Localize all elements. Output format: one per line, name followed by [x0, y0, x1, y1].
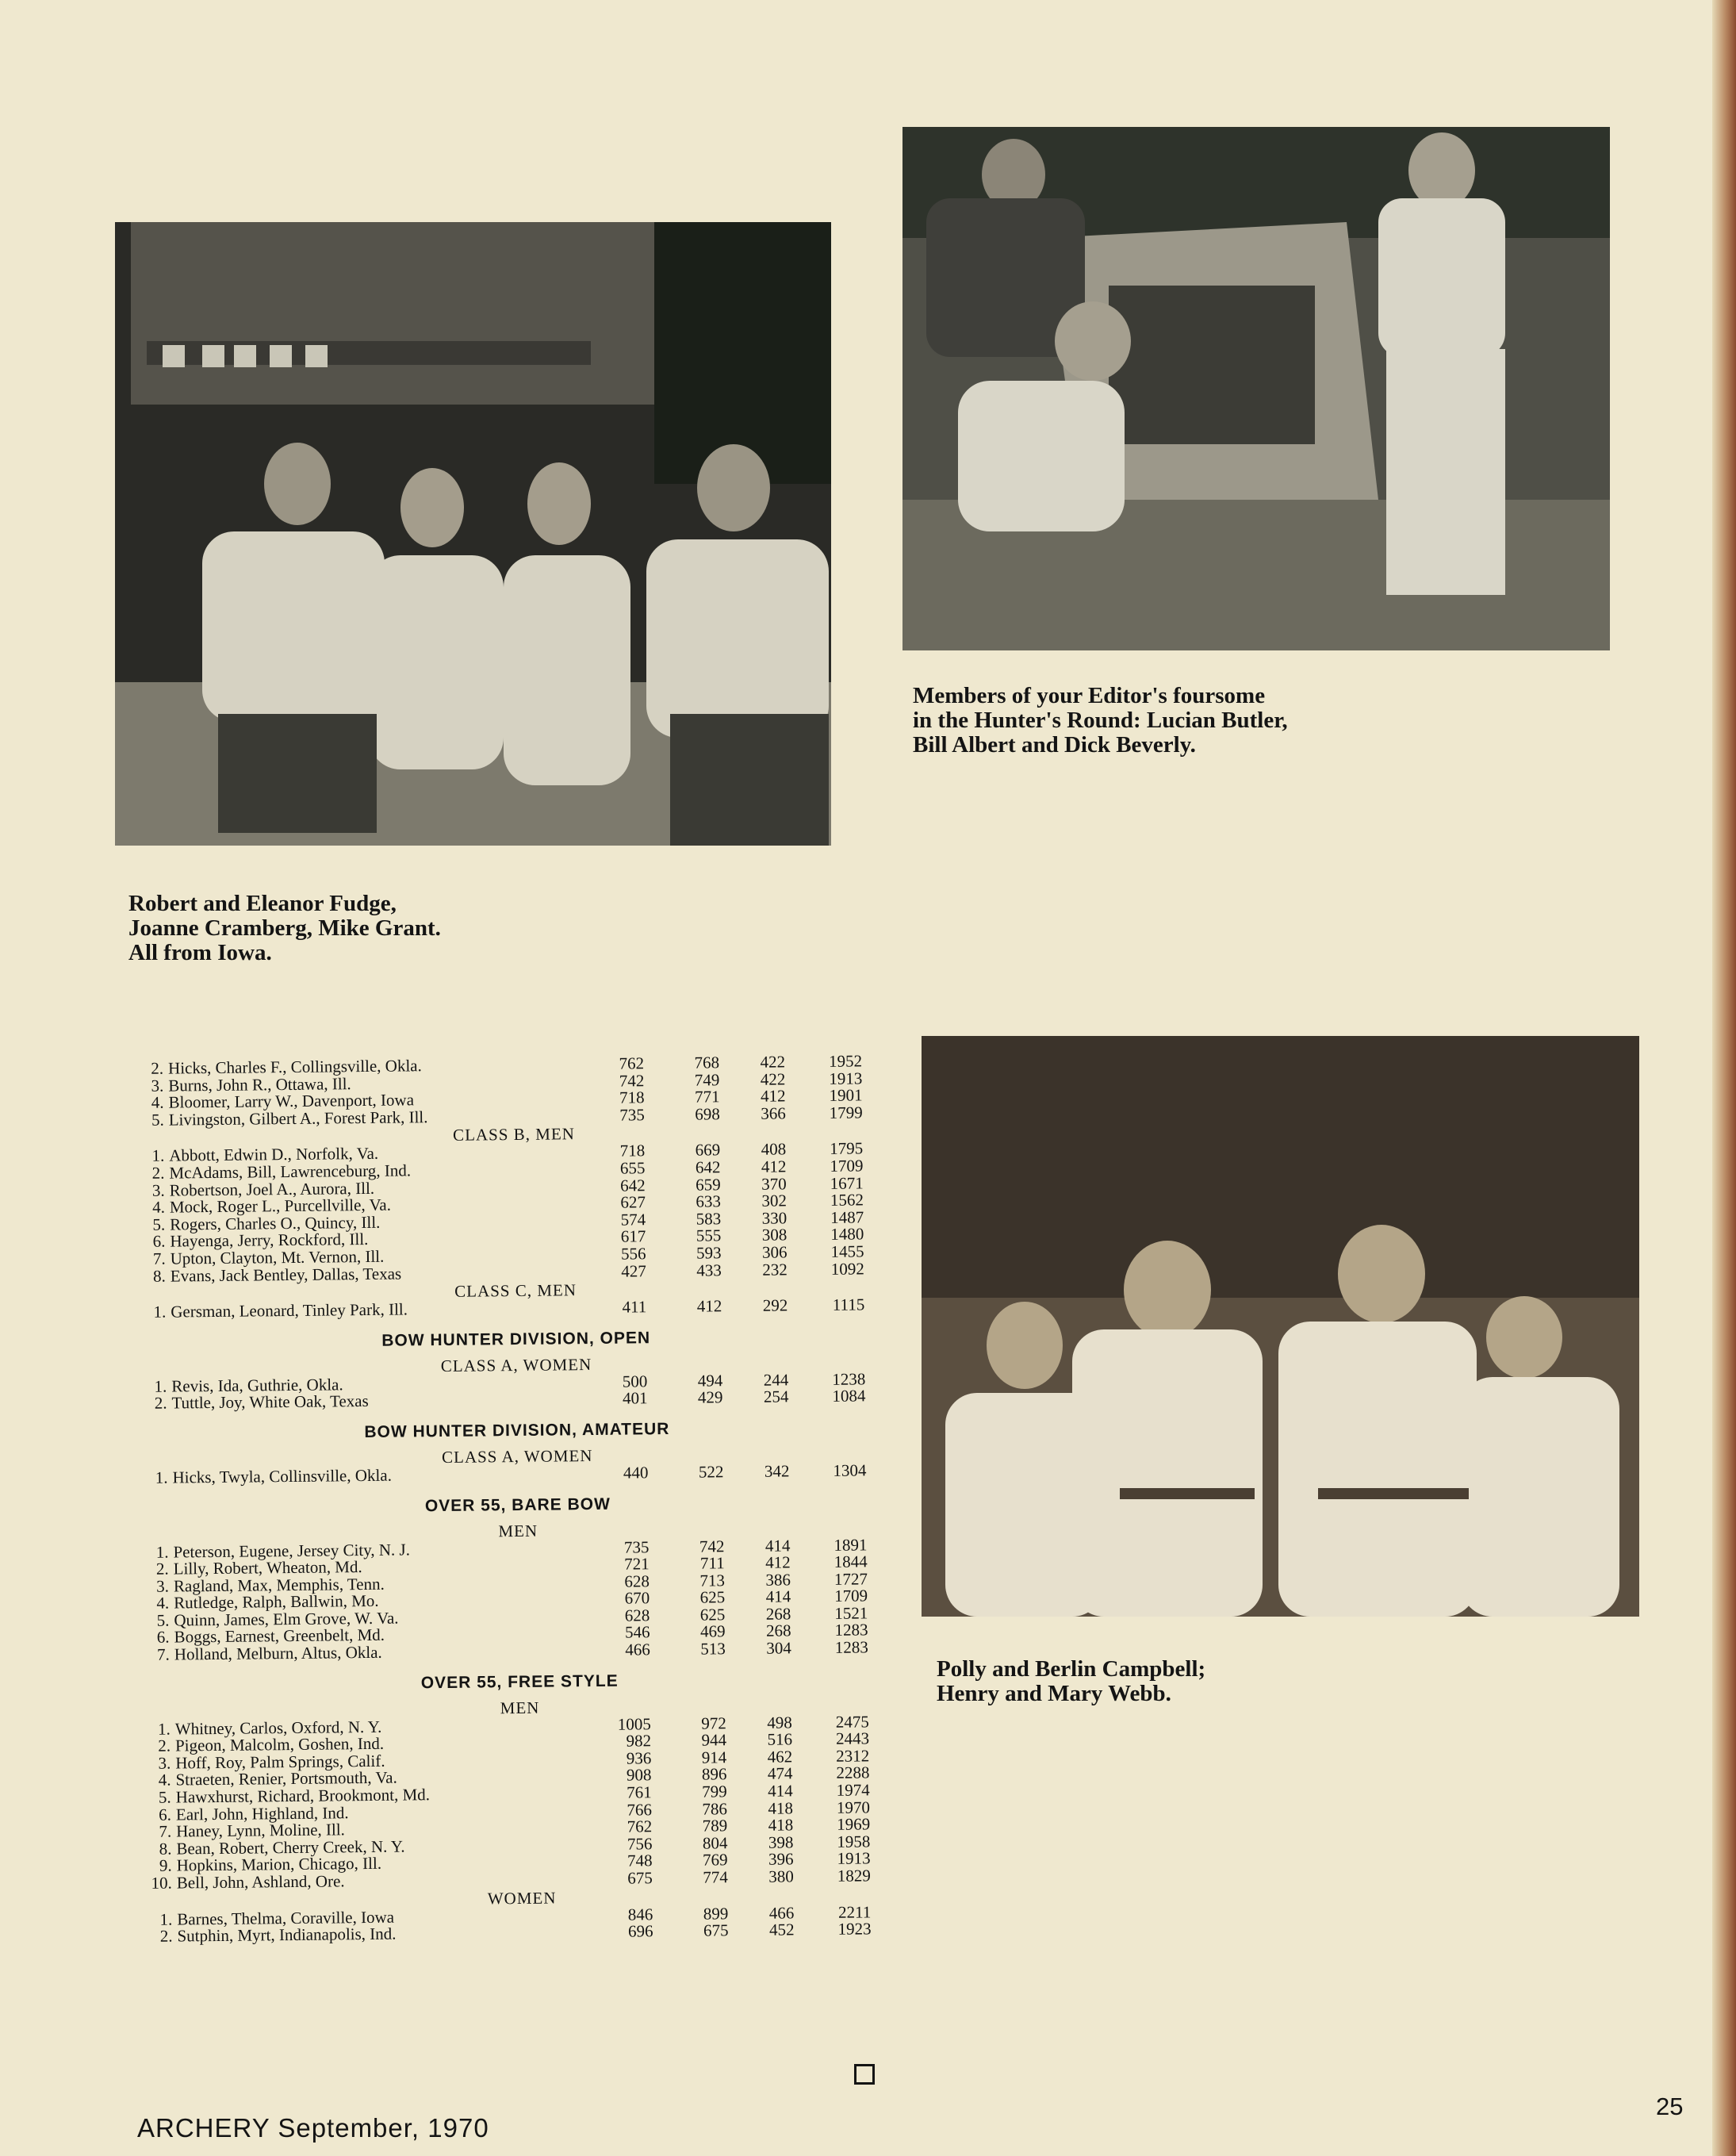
result-total: 1671	[830, 1172, 864, 1193]
result-score-3: 412	[765, 1552, 791, 1572]
result-score-2: 769	[702, 1850, 728, 1870]
result-score-1: 401	[622, 1388, 648, 1408]
caption-photo-1	[128, 892, 441, 965]
result-score-3: 254	[763, 1387, 789, 1407]
result-name: Hawxhurst, Richard, Brookmont, Md.	[175, 1785, 431, 1807]
result-score-1: 718	[619, 1088, 645, 1107]
result-score-3: 412	[761, 1157, 787, 1176]
caption-line: All from Iowa.	[128, 940, 272, 965]
result-score-1: 675	[627, 1868, 653, 1888]
results-table	[136, 1053, 899, 1946]
result-score-3: 292	[762, 1295, 788, 1315]
result-score-2: 896	[701, 1764, 727, 1785]
footer-magazine-date: ARCHERY September, 1970	[137, 2113, 489, 2143]
result-total: 1923	[837, 1919, 872, 1939]
result-name: Abbott, Edwin D., Norfolk, Va.	[169, 1144, 379, 1165]
page-edge	[1712, 0, 1736, 2156]
result-score-3: 302	[761, 1191, 788, 1210]
result-total: 1952	[828, 1051, 863, 1071]
result-name: Mock, Roger L., Purcellville, Va.	[169, 1195, 392, 1217]
result-rank: 1.	[154, 1376, 167, 1396]
result-total: 1913	[837, 1848, 871, 1869]
result-name: Bean, Robert, Cherry Creek, N. Y.	[176, 1836, 405, 1859]
result-total: 2475	[835, 1712, 869, 1732]
result-score-1: 756	[627, 1834, 653, 1854]
result-score-3: 370	[761, 1173, 787, 1194]
result-score-2: 972	[701, 1713, 726, 1733]
result-name: McAdams, Bill, Lawrenceburg, Ind.	[169, 1160, 412, 1183]
result-score-1: 748	[627, 1851, 653, 1870]
result-name: Livingston, Gilbert A., Forest Park, Ill.	[168, 1107, 428, 1130]
result-rank: 3.	[151, 1180, 165, 1200]
result-score-3: 330	[761, 1208, 788, 1228]
caption-line: Polly and Berlin Campbell;	[937, 1656, 1206, 1682]
result-name: Burns, John R., Ottawa, Ill.	[168, 1073, 351, 1095]
caption-line: Robert and Eleanor Fudge,	[128, 891, 397, 916]
result-name: Pigeon, Malcolm, Goshen, Ind.	[174, 1734, 385, 1755]
result-rank: 7.	[152, 1249, 166, 1268]
result-score-3: 342	[764, 1461, 790, 1481]
result-total: 1283	[834, 1637, 868, 1657]
result-score-2: 433	[696, 1260, 722, 1280]
result-total: 1562	[830, 1190, 864, 1210]
result-score-3: 516	[767, 1729, 793, 1749]
result-score-1: 556	[620, 1244, 646, 1264]
result-name: Barnes, Thelma, Coraville, Iowa	[177, 1907, 395, 1929]
result-total: 1970	[836, 1797, 871, 1817]
result-rank: 7.	[156, 1644, 170, 1664]
result-score-2: 914	[701, 1747, 727, 1767]
result-score-3: 306	[761, 1242, 788, 1262]
result-score-3: 452	[768, 1920, 795, 1939]
result-rank: 9.	[159, 1855, 172, 1876]
result-score-3: 474	[767, 1763, 793, 1784]
division-heading: BOW HUNTER DIVISION, AMATEUR	[364, 1419, 670, 1441]
caption-photo-3	[937, 1657, 1205, 1706]
result-score-2: 593	[696, 1243, 722, 1263]
result-name: Hayenga, Jerry, Rockford, Ill.	[170, 1230, 369, 1251]
result-total: 1901	[829, 1085, 863, 1106]
result-rank: 1.	[151, 1146, 165, 1166]
result-total: 1958	[837, 1832, 871, 1851]
page-number: 25	[1656, 2093, 1684, 2120]
result-rank: 2.	[154, 1393, 167, 1414]
result-score-2: 583	[696, 1209, 722, 1229]
result-score-1: 411	[622, 1297, 647, 1317]
result-rank: 6.	[156, 1628, 170, 1648]
class-subheading: CLASS A, WOMEN	[440, 1354, 592, 1375]
division-heading: BOW HUNTER DIVISION, OPEN	[381, 1328, 651, 1350]
result-score-2: 771	[694, 1087, 720, 1107]
result-score-3: 308	[761, 1225, 788, 1245]
result-score-2: 713	[699, 1570, 726, 1590]
result-score-2: 742	[699, 1536, 725, 1556]
result-rank: 4.	[156, 1593, 170, 1613]
result-total: 1709	[830, 1156, 864, 1176]
result-score-1: 1005	[617, 1713, 651, 1734]
result-rank: 1.	[157, 1719, 171, 1739]
result-total: 1891	[834, 1534, 868, 1555]
result-score-1: 762	[619, 1053, 645, 1073]
result-total: 1913	[829, 1068, 863, 1088]
result-score-1: 628	[624, 1571, 650, 1591]
result-total: 1709	[834, 1586, 868, 1606]
result-rank: 4.	[152, 1197, 166, 1217]
class-subheading: CLASS C, MEN	[454, 1280, 577, 1301]
result-total: 1829	[837, 1866, 871, 1886]
result-score-1: 500	[622, 1371, 648, 1391]
caption-line: Henry and Mary Webb.	[937, 1681, 1171, 1706]
result-rank: 1.	[153, 1302, 167, 1322]
result-score-3: 422	[760, 1069, 786, 1089]
result-rank: 1.	[155, 1467, 168, 1487]
result-rank: 1.	[159, 1909, 173, 1929]
division-heading: OVER 55, FREE STYLE	[420, 1671, 619, 1692]
result-score-1: 617	[620, 1226, 646, 1246]
result-rank: 2.	[155, 1559, 169, 1579]
result-rank: 8.	[152, 1266, 166, 1286]
result-score-3: 380	[768, 1866, 794, 1886]
result-rank: 5.	[152, 1214, 166, 1234]
result-score-1: 440	[623, 1463, 649, 1483]
result-rank: 1.	[155, 1542, 169, 1562]
result-name: Bloomer, Larry W., Davenport, Iowa	[168, 1090, 415, 1112]
photo-campbell-webb	[922, 1036, 1639, 1617]
result-score-2: 799	[702, 1782, 727, 1801]
result-name: Holland, Melburn, Altus, Okla.	[174, 1642, 382, 1664]
result-rank: 5.	[151, 1110, 164, 1130]
result-score-1: 762	[627, 1816, 653, 1836]
result-score-1: 735	[623, 1536, 650, 1557]
result-score-2: 513	[700, 1639, 726, 1659]
result-score-1: 735	[619, 1105, 645, 1125]
result-score-1: 628	[624, 1605, 650, 1625]
result-name: Sutphin, Myrt, Indianapolis, Ind.	[177, 1924, 397, 1946]
result-name: Ragland, Max, Memphis, Tenn.	[173, 1574, 385, 1596]
result-score-2: 669	[695, 1140, 721, 1160]
result-total: 1521	[834, 1603, 868, 1623]
result-score-3: 414	[768, 1781, 793, 1801]
division-heading: OVER 55, BARE BOW	[424, 1494, 611, 1515]
result-score-1: 642	[620, 1175, 646, 1195]
result-score-1: 627	[620, 1192, 646, 1212]
result-score-1: 466	[625, 1640, 650, 1659]
result-score-2: 469	[699, 1621, 726, 1642]
result-score-2: 429	[697, 1387, 723, 1407]
result-score-3: 414	[765, 1586, 791, 1607]
result-total: 1283	[834, 1620, 868, 1640]
caption-photo-2	[913, 684, 1288, 758]
result-total: 1238	[832, 1369, 866, 1389]
result-score-2: 899	[703, 1903, 729, 1924]
result-score-2: 698	[695, 1104, 720, 1124]
result-name: Boggs, Earnest, Greenbelt, Md.	[174, 1625, 385, 1648]
result-score-2: 633	[696, 1191, 722, 1211]
result-score-2: 522	[698, 1462, 724, 1482]
result-score-2: 659	[696, 1174, 721, 1195]
result-name: Hopkins, Marion, Chicago, Ill.	[176, 1854, 382, 1875]
result-name: Hicks, Twyla, Collinsville, Okla.	[172, 1465, 392, 1487]
result-score-1: 761	[627, 1782, 652, 1802]
result-score-2: 768	[694, 1053, 720, 1072]
result-score-3: 268	[765, 1621, 791, 1641]
result-total: 1084	[832, 1386, 866, 1406]
result-rank: 6.	[159, 1805, 172, 1824]
result-name: Upton, Clayton, Mt. Vernon, Ill.	[170, 1246, 385, 1268]
result-name: Quinn, James, Elm Grove, W. Va.	[174, 1608, 399, 1630]
result-score-1: 670	[624, 1588, 650, 1608]
result-name: Rogers, Charles O., Quincy, Ill.	[170, 1212, 381, 1234]
result-name: Rutledge, Ralph, Ballwin, Mo.	[174, 1591, 379, 1613]
result-score-2: 555	[696, 1226, 722, 1245]
result-total: 1092	[830, 1258, 864, 1279]
result-rank: 4.	[158, 1770, 171, 1790]
result-name: Earl, John, Highland, Ind.	[175, 1802, 349, 1824]
result-total: 1727	[834, 1569, 868, 1589]
result-score-1: 846	[627, 1904, 653, 1924]
result-rank: 2.	[159, 1926, 173, 1946]
class-subheading: CLASS A, WOMEN	[441, 1445, 593, 1467]
result-score-1: 742	[619, 1070, 645, 1091]
result-score-2: 494	[697, 1371, 723, 1391]
result-rank: 3.	[158, 1753, 171, 1773]
result-name: Whitney, Carlos, Oxford, N. Y.	[174, 1717, 382, 1739]
result-rank: 6.	[152, 1231, 166, 1252]
result-name: Robertson, Joel A., Aurora, Ill.	[169, 1178, 375, 1200]
result-score-3: 418	[768, 1798, 794, 1818]
class-subheading: MEN	[498, 1521, 538, 1540]
result-total: 2312	[836, 1746, 870, 1766]
result-score-2: 675	[703, 1920, 729, 1940]
class-subheading: CLASS B, MEN	[452, 1124, 576, 1145]
result-name: Revis, Ida, Guthrie, Okla.	[171, 1375, 343, 1396]
result-score-2: 774	[703, 1867, 728, 1887]
result-score-2: 625	[699, 1587, 726, 1607]
result-name: Evans, Jack Bentley, Dallas, Texas	[170, 1264, 402, 1286]
result-total: 1115	[832, 1295, 865, 1314]
result-score-1: 982	[626, 1731, 652, 1751]
result-score-2: 625	[699, 1605, 726, 1625]
caption-line: Joanne Cramberg, Mike Grant.	[128, 915, 441, 941]
result-rank: 7.	[159, 1821, 172, 1841]
result-name: Haney, Lynn, Moline, Ill.	[176, 1820, 345, 1841]
result-score-3: 498	[767, 1713, 792, 1732]
class-subheading: WOMEN	[487, 1888, 557, 1909]
result-rank: 5.	[158, 1787, 171, 1807]
class-subheading: MEN	[500, 1698, 540, 1717]
result-score-3: 466	[768, 1902, 795, 1923]
result-rank: 3.	[151, 1076, 164, 1095]
result-rank: 2.	[158, 1736, 171, 1756]
result-total: 1480	[830, 1224, 864, 1245]
result-total: 1974	[836, 1780, 870, 1800]
result-total: 1969	[837, 1814, 871, 1835]
photo-fudge-cramberg-grant	[115, 222, 831, 846]
result-name: Peterson, Eugene, Jersey City, N. J.	[173, 1539, 411, 1562]
caption-line: in the Hunter's Round: Lucian Butler,	[913, 708, 1288, 733]
result-score-3: 232	[762, 1259, 788, 1279]
result-score-2: 711	[699, 1553, 725, 1573]
caption-line: Members of your Editor's foursome	[913, 683, 1266, 708]
result-total: 1455	[830, 1241, 864, 1261]
result-score-3: 408	[761, 1139, 787, 1160]
result-score-3: 268	[765, 1604, 791, 1624]
caption-line: Bill Albert and Dick Beverly.	[913, 732, 1196, 758]
result-name: Tuttle, Joy, White Oak, Texas	[171, 1391, 369, 1413]
result-score-3: 398	[768, 1832, 794, 1852]
result-score-2: 642	[695, 1157, 721, 1177]
result-score-3: 414	[765, 1535, 791, 1556]
result-name: Bell, John, Ashland, Ore.	[176, 1871, 345, 1893]
result-rank: 8.	[159, 1839, 172, 1859]
result-total: 1844	[834, 1552, 868, 1571]
result-name: Straeten, Renier, Portsmouth, Va.	[175, 1768, 397, 1790]
result-rank: 5.	[156, 1610, 170, 1630]
result-score-1: 718	[619, 1141, 646, 1160]
result-score-1: 908	[626, 1765, 652, 1786]
result-score-3: 304	[766, 1638, 791, 1658]
result-total: 1795	[830, 1138, 864, 1159]
result-rank: 3.	[156, 1576, 170, 1596]
result-score-1: 721	[624, 1554, 650, 1574]
result-score-2: 412	[696, 1296, 722, 1316]
result-score-3: 462	[767, 1747, 793, 1767]
result-rank: 2.	[151, 1058, 164, 1078]
result-score-1: 655	[619, 1158, 646, 1178]
result-score-3: 396	[768, 1849, 794, 1870]
result-total: 2288	[836, 1763, 870, 1783]
result-rank: 2.	[151, 1163, 165, 1183]
result-total: 1487	[830, 1207, 864, 1227]
result-name: Hoff, Roy, Palm Springs, Calif.	[175, 1751, 385, 1773]
result-score-2: 804	[702, 1833, 728, 1853]
result-rank: 4.	[151, 1092, 164, 1112]
result-total: 2211	[837, 1901, 872, 1922]
result-score-1: 427	[621, 1260, 646, 1281]
result-score-1: 546	[624, 1622, 650, 1643]
result-score-2: 749	[694, 1069, 720, 1090]
result-score-3: 412	[760, 1086, 786, 1106]
result-score-2: 789	[702, 1816, 728, 1836]
result-score-1: 936	[626, 1748, 652, 1768]
result-name: Hicks, Charles F., Collingsville, Okla.	[167, 1056, 422, 1078]
result-score-2: 944	[701, 1730, 727, 1750]
result-score-2: 786	[702, 1798, 728, 1819]
result-score-3: 386	[765, 1570, 791, 1590]
result-score-1: 574	[620, 1210, 646, 1230]
result-score-1: 766	[627, 1799, 653, 1820]
result-total: 2443	[835, 1728, 870, 1749]
result-name: Lilly, Robert, Wheaton, Md.	[173, 1557, 362, 1579]
photo-hunters-round-foursome	[902, 127, 1610, 650]
result-name: Gersman, Leonard, Tinley Park, Ill.	[171, 1299, 408, 1322]
end-mark-box	[854, 2064, 875, 2085]
result-total: 1799	[829, 1103, 863, 1122]
result-total: 1304	[833, 1460, 867, 1480]
result-score-3: 244	[763, 1370, 789, 1390]
result-score-3: 366	[761, 1103, 786, 1123]
result-score-3: 422	[760, 1052, 786, 1072]
result-score-3: 418	[768, 1815, 794, 1835]
result-rank: 10.	[151, 1873, 172, 1893]
result-score-1: 696	[627, 1921, 653, 1941]
